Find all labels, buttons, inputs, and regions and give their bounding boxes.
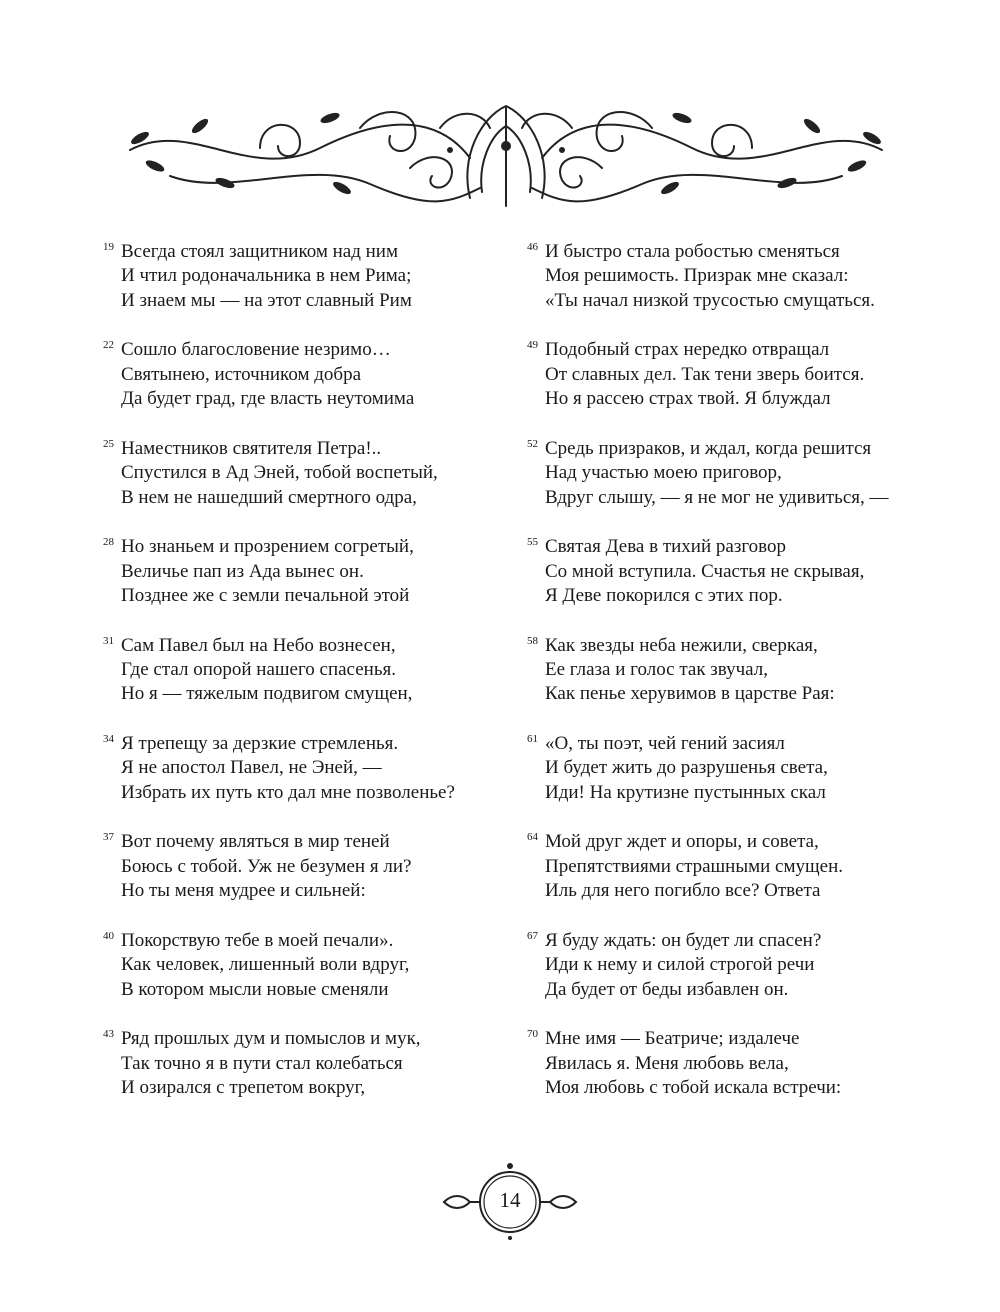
verse-line: Покорствую тебе в моей печали». xyxy=(121,929,394,951)
verse-line: Вот почему являться в мир теней xyxy=(121,831,390,853)
verse-line: И озирался с трепетом вокруг, xyxy=(121,1077,366,1099)
verse-line: Препятствиями страшными смущен. xyxy=(545,855,843,877)
stanza xyxy=(103,830,503,903)
stanza xyxy=(527,634,927,707)
verse-number: 61 xyxy=(527,733,538,746)
verse-line: Спустился в Ад Эней, тобой воспетый, xyxy=(121,462,438,484)
verse-line: Избрать их путь кто дал мне позволенье? xyxy=(121,781,455,803)
verse-line: И быстро стала робостью сменяться xyxy=(545,241,840,262)
verse-line: От славных дел. Так тени зверь боится. xyxy=(545,363,865,385)
verse-line: Вдруг слышу, — я не мог не удивиться, — xyxy=(545,486,889,508)
verse-number: 49 xyxy=(527,339,538,352)
verse-number: 25 xyxy=(103,437,114,450)
verse-line: Моя любовь с тобой искала встречи: xyxy=(545,1077,842,1099)
verse-line: Боюсь с тобой. Уж не безумен я ли? xyxy=(121,855,412,877)
stanza xyxy=(103,634,503,707)
stanza xyxy=(527,437,927,510)
verse-line: Да будет град, где власть неутомима xyxy=(121,388,415,410)
stanza xyxy=(527,830,927,903)
verse-number: 19 xyxy=(103,241,114,253)
verse-number: 55 xyxy=(527,536,538,549)
verse-line: Мой друг ждет и опоры, и совета, xyxy=(545,831,819,853)
verse-line: Как пенье херувимов в царстве Рая: xyxy=(545,683,835,705)
verse-line: Подобный страх нередко отвращал xyxy=(545,339,830,361)
stanza xyxy=(527,240,927,313)
verse-line: Иль для него погибло все? Ответа xyxy=(545,880,821,902)
verse-line: Над участью моею приговор, xyxy=(545,462,782,484)
verse-line: Святая Дева в тихий разговор xyxy=(545,536,786,558)
verse-number: 67 xyxy=(527,929,538,942)
page-number: 14 xyxy=(499,1188,521,1212)
verse-number: 46 xyxy=(527,241,538,253)
verse-line: Наместников святителя Петра!.. xyxy=(121,437,382,459)
verse-line: Но ты меня мудрее и сильней: xyxy=(121,880,366,902)
verse-line: Явилась я. Меня любовь вела, xyxy=(545,1052,789,1074)
verse-number: 37 xyxy=(103,831,114,844)
verse-line: Но я рассею страх твой. Я блуждал xyxy=(545,388,831,410)
stanza xyxy=(103,732,503,805)
verse-line: В котором мысли новые сменяли xyxy=(121,978,389,1000)
verse-line: Величье пап из Ада вынес он. xyxy=(121,560,364,582)
verse-line: «Ты начал низкой трусостью смущаться. xyxy=(545,289,875,311)
verse-line: И знаем мы — на этот славный Рим xyxy=(121,289,412,311)
verse-number: 28 xyxy=(103,536,114,549)
verse-line: Мне имя — Беатриче; издалече xyxy=(545,1028,800,1050)
verse-line: Да будет от беды избавлен он. xyxy=(545,978,789,1000)
verse-number: 70 xyxy=(527,1028,538,1041)
verse-line: Святынею, источником добра xyxy=(121,363,361,385)
verse-number: 34 xyxy=(103,733,114,746)
verse-line: Сошло благословение незримо… xyxy=(121,339,391,361)
verse-column-right xyxy=(527,240,927,1126)
page-number-medallion xyxy=(440,1160,580,1240)
verse-line: Как звезды неба нежили, сверкая, xyxy=(545,634,818,656)
stanza xyxy=(103,1027,503,1100)
verse-line: Как человек, лишенный воли вдруг, xyxy=(121,954,410,976)
verse-line: Так точно я в пути стал колебаться xyxy=(121,1052,403,1074)
verse-line: Всегда стоял защитником над ним xyxy=(121,241,398,262)
stanza xyxy=(103,240,503,313)
verse-line: Средь призраков, и ждал, когда решится xyxy=(545,437,872,459)
verse-line: Где стал опорой нашего спасенья. xyxy=(121,659,396,681)
verse-line: Сам Павел был на Небо вознесен, xyxy=(121,634,396,656)
verse-line: Я не апостол Павел, не Эней, — xyxy=(121,757,382,779)
verse-line: Позднее же с земли печальной этой xyxy=(121,585,410,607)
verse-line: Иди! На крутизне пустынных скал xyxy=(545,781,826,803)
verse-number: 43 xyxy=(103,1028,114,1041)
stanza xyxy=(527,338,927,411)
verse-line: Со мной вступила. Счастья не скрывая, xyxy=(545,560,865,582)
verse-number: 58 xyxy=(527,634,538,647)
stanza xyxy=(527,1027,927,1100)
stanza xyxy=(103,437,503,510)
verse-line: И будет жить до разрушенья света, xyxy=(545,757,828,779)
verse-line: В нем не нашедший смертного одра, xyxy=(121,486,417,508)
verse-line: Ее глаза и голос так звучал, xyxy=(545,659,769,681)
stanza xyxy=(527,732,927,805)
stanza xyxy=(527,929,927,1002)
verse-number: 22 xyxy=(103,339,114,352)
verse-line: Но я — тяжелым подвигом смущен, xyxy=(121,683,413,705)
verse-line: Моя решимость. Призрак мне сказал: xyxy=(545,265,849,287)
stanza xyxy=(103,929,503,1002)
stanza xyxy=(103,338,503,411)
verse-number: 52 xyxy=(527,437,538,450)
verse-line: Я трепещу за дерзкие стремленья. xyxy=(121,733,399,755)
verse-column-left xyxy=(103,240,503,1126)
verse-line: И чтил родоначальника в нем Рима; xyxy=(121,265,412,287)
stanza xyxy=(527,535,927,608)
verse-number: 40 xyxy=(103,929,114,942)
verse-number: 64 xyxy=(527,831,538,844)
floral-ornament-icon xyxy=(110,88,902,212)
verse-line: Ряд прошлых дум и помыслов и мук, xyxy=(121,1028,421,1050)
verse-line: Но знаньем и прозрением согретый, xyxy=(121,536,414,558)
verse-line: «О, ты поэт, чей гений засиял xyxy=(545,733,785,755)
verse-line: Иди к нему и силой строгой речи xyxy=(545,954,815,976)
verse-line: Я буду ждать: он будет ли спасен? xyxy=(545,929,822,951)
verse-line: Я Деве покорился с этих пор. xyxy=(545,585,783,607)
stanza xyxy=(103,535,503,608)
verse-number: 31 xyxy=(103,634,114,647)
